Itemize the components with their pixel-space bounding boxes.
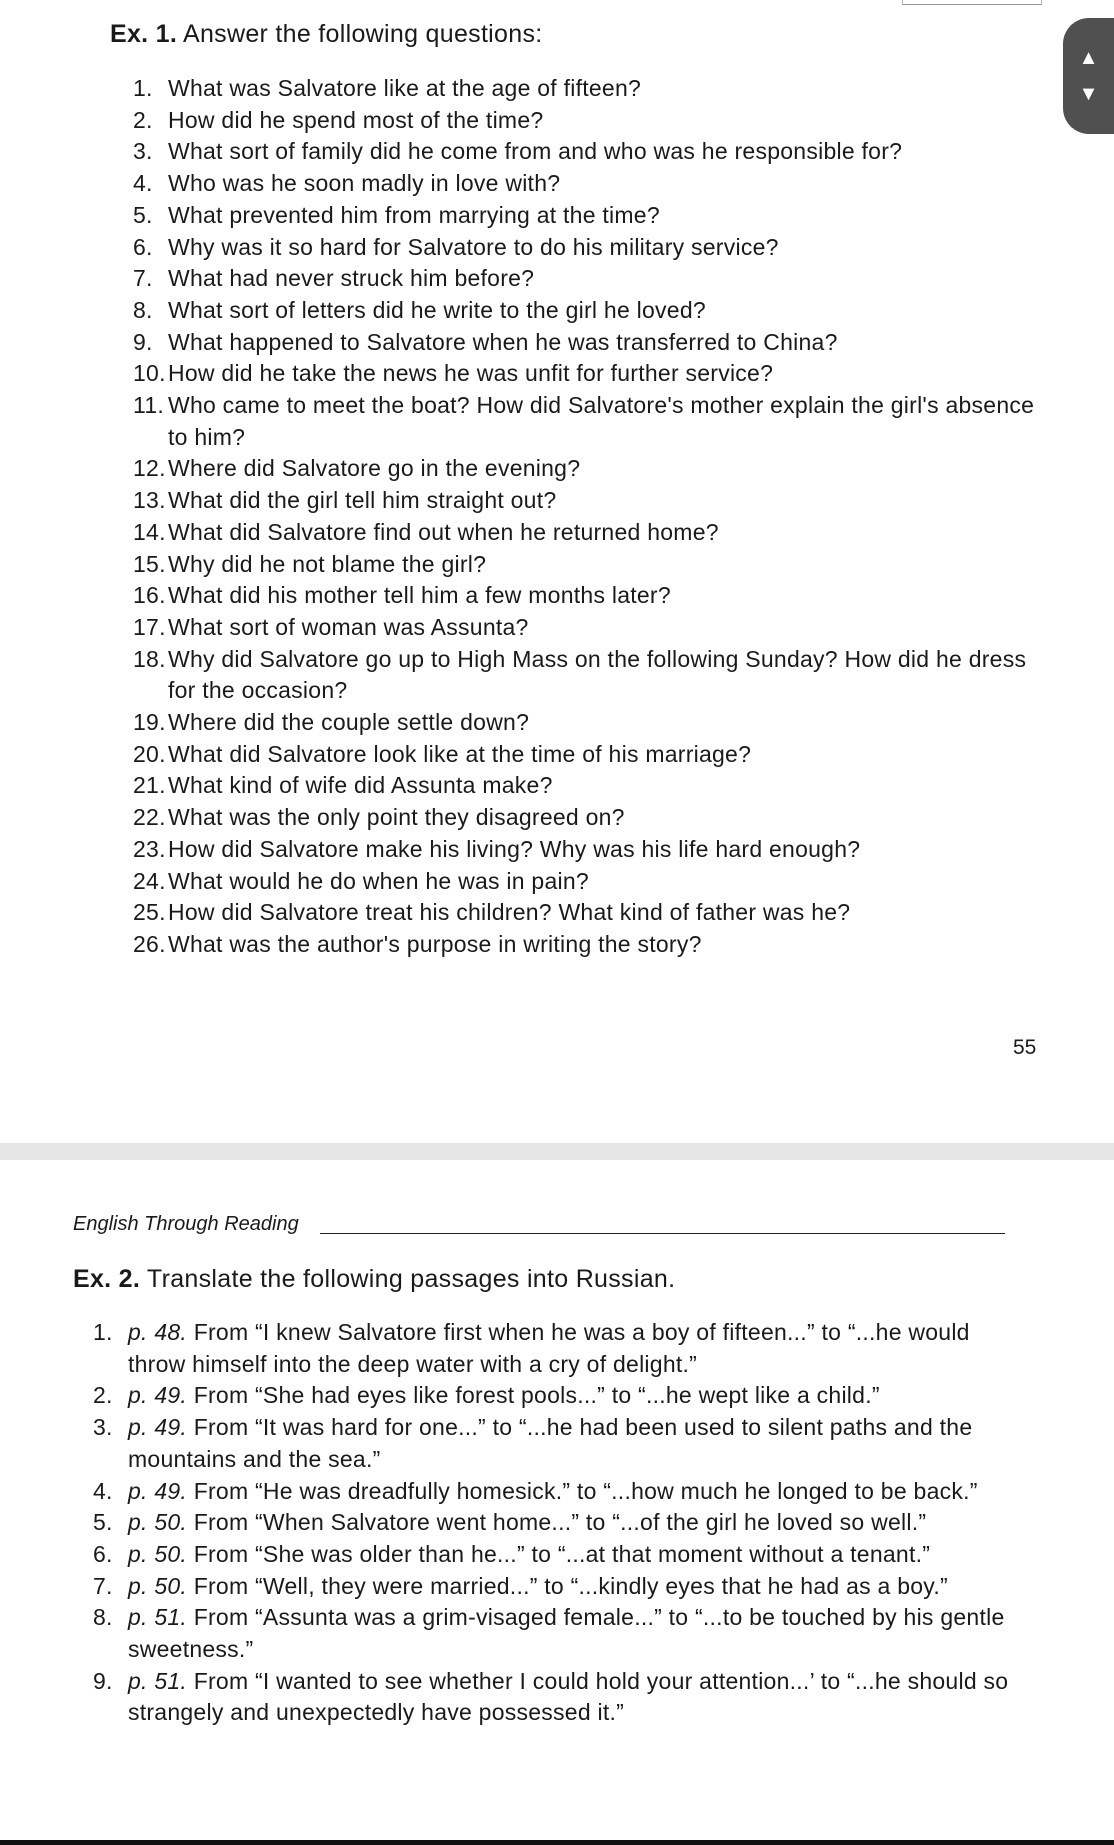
question-number: 5. — [133, 201, 153, 228]
exercise-2-heading — [73, 1265, 675, 1294]
page-number: 55 — [1013, 1036, 1037, 1059]
question-number: 7. — [133, 265, 153, 292]
question-number: 19. — [133, 709, 166, 736]
question-number: 9. — [133, 328, 153, 355]
question-item — [133, 707, 1053, 739]
translation-item — [93, 1507, 1013, 1539]
running-head: English Through Reading — [73, 1213, 299, 1235]
passage-range: From “She had eyes like forest pools...” to “...he wept like a child.” — [193, 1382, 880, 1409]
exercise-1-title: Answer the following questions: — [183, 20, 543, 48]
passage-range: From “I wanted to see whether I could hold your attention...’ to “...he should so strangely and unexpectedly have possessed it.” — [128, 1667, 1009, 1726]
question-number: 8. — [133, 296, 153, 323]
question-item — [133, 549, 1053, 581]
question-list — [133, 73, 1053, 961]
passage-range: From “He was dreadfully homesick.” to “...how much he longed to be back.” — [193, 1477, 978, 1504]
question-item — [133, 644, 1053, 707]
question-item — [133, 770, 1053, 802]
translation-item — [93, 1476, 1013, 1508]
page-reference: p. 49. — [128, 1477, 188, 1504]
question-number: 4. — [133, 170, 153, 197]
question-text: How did Salvatore treat his children? What kind of father was he? — [168, 899, 851, 926]
translation-number: 7. — [93, 1572, 113, 1599]
question-text: What sort of letters did he write to the girl he loved? — [168, 296, 706, 323]
question-text: How did he spend most of the time? — [168, 106, 544, 133]
question-number: 6. — [133, 233, 153, 260]
question-text: What did Salvatore look like at the time of his marriage? — [168, 740, 752, 767]
translation-number: 2. — [93, 1382, 113, 1409]
question-item — [133, 453, 1053, 485]
translation-item — [93, 1380, 1013, 1412]
passage-range: From “Well, they were married...” to “...kindly eyes that he had as a boy.” — [193, 1572, 948, 1599]
bottom-edge — [0, 1840, 1114, 1845]
question-item — [133, 73, 1053, 105]
question-item — [133, 295, 1053, 327]
question-text: What had never struck him before? — [168, 265, 535, 292]
arrow-up-icon[interactable]: ▲ — [1078, 47, 1099, 69]
exercise-1-heading — [110, 20, 543, 49]
translation-number: 5. — [93, 1509, 113, 1536]
question-number: 10. — [133, 360, 166, 387]
exercise-2-number: Ex. 2. — [73, 1265, 141, 1293]
question-item — [133, 929, 1053, 961]
translation-item — [93, 1666, 1013, 1729]
question-number: 16. — [133, 582, 166, 609]
question-number: 20. — [133, 740, 166, 767]
header-rule — [320, 1233, 1005, 1234]
question-item — [133, 136, 1053, 168]
question-number: 25. — [133, 899, 166, 926]
question-number: 1. — [133, 75, 153, 101]
question-item — [133, 358, 1053, 390]
translation-item — [93, 1602, 1013, 1665]
question-text: How did he take the news he was unfit for further service? — [168, 360, 774, 387]
question-item — [133, 802, 1053, 834]
translation-item — [93, 1571, 1013, 1603]
exercise-2-title: Translate the following passages into Russian. — [146, 1265, 676, 1293]
page-scroll-control[interactable] — [1063, 18, 1114, 134]
question-number: 2. — [133, 106, 153, 133]
question-item — [133, 105, 1053, 137]
translation-number: 8. — [93, 1604, 113, 1631]
question-text: Who was he soon madly in love with? — [168, 170, 561, 197]
question-item — [133, 390, 1053, 453]
question-text: Where did the couple settle down? — [168, 709, 530, 736]
question-item — [133, 327, 1053, 359]
translation-item — [93, 1412, 1013, 1475]
question-text: What did the girl tell him straight out? — [168, 487, 557, 514]
question-item — [133, 232, 1053, 264]
question-text: What happened to Salvatore when he was transferred to China? — [168, 328, 838, 355]
passage-range: From “She was older than he...” to “...at that moment without a tenant.” — [193, 1540, 931, 1567]
question-item — [133, 866, 1053, 898]
question-number: 24. — [133, 867, 166, 894]
question-text: What did his mother tell him a few months later? — [168, 582, 671, 609]
question-number: 15. — [133, 550, 166, 577]
question-item — [133, 200, 1053, 232]
question-text: Why was it so hard for Salvatore to do his military service? — [168, 233, 779, 260]
question-item — [133, 168, 1053, 200]
question-item — [133, 612, 1053, 644]
question-number: 3. — [133, 138, 153, 165]
question-text: What sort of family did he come from and who was he responsible for? — [168, 138, 903, 165]
page-reference: p. 51. — [128, 1604, 188, 1631]
translation-item — [93, 1317, 1013, 1380]
question-number: 23. — [133, 835, 166, 862]
question-item — [133, 263, 1053, 295]
question-text: What prevented him from marrying at the time? — [168, 201, 660, 228]
question-item — [133, 580, 1053, 612]
previous-page-edge — [902, 0, 1042, 5]
question-number: 26. — [133, 930, 166, 957]
translation-number: 6. — [93, 1540, 113, 1567]
question-number: 14. — [133, 518, 166, 545]
translation-number: 9. — [93, 1667, 113, 1694]
question-item — [133, 834, 1053, 866]
page-gap — [0, 1143, 1114, 1160]
question-text: What kind of wife did Assunta make? — [168, 772, 553, 799]
translation-list — [93, 1317, 1013, 1729]
passage-range: From “When Salvatore went home...” to “...of the girl he loved so well.” — [193, 1509, 927, 1536]
page-reference: p. 50. — [128, 1509, 188, 1536]
question-item — [133, 739, 1053, 771]
question-text: What did Salvatore find out when he returned home? — [168, 518, 719, 545]
page-56 — [0, 1160, 1114, 1845]
page-reference: p. 48. — [128, 1319, 188, 1345]
translation-number: 4. — [93, 1477, 113, 1504]
question-item — [133, 517, 1053, 549]
page-reference: p. 49. — [128, 1382, 188, 1409]
passage-range: From “It was hard for one...” to “...he had been used to silent paths and the mountains and the sea.” — [128, 1414, 973, 1472]
question-number: 17. — [133, 613, 166, 640]
question-text: How did Salvatore make his living? Why was his life hard enough? — [168, 835, 861, 862]
question-number: 22. — [133, 804, 166, 831]
passage-range: From “Assunta was a grim-visaged female...” to “...to be touched by his gentle sweetness.” — [128, 1604, 1005, 1663]
passage-range: From “I knew Salvatore first when he was a boy of fifteen...” to “...he would throw himself into the deep water with a cry of delight.” — [128, 1319, 970, 1377]
question-text: Why did he not blame the girl? — [168, 550, 487, 577]
question-text: Who came to meet the boat? How did Salvatore's mother explain the girl's absence to him? — [168, 392, 1035, 450]
page-reference: p. 49. — [128, 1414, 188, 1441]
page-reference: p. 50. — [128, 1540, 188, 1567]
translation-number: 3. — [93, 1414, 113, 1441]
question-text: What was Salvatore like at the age of fifteen? — [168, 75, 642, 101]
question-text: What was the only point they disagreed on? — [168, 804, 625, 831]
page-reference: p. 50. — [128, 1572, 188, 1599]
question-number: 11. — [133, 392, 165, 419]
question-text: Where did Salvatore go in the evening? — [168, 455, 581, 482]
page-reference: p. 51. — [128, 1667, 188, 1694]
question-number: 21. — [133, 772, 166, 799]
question-text: What sort of woman was Assunta? — [168, 613, 529, 640]
translation-number: 1. — [93, 1319, 113, 1345]
translation-item — [93, 1539, 1013, 1571]
arrow-down-icon[interactable]: ▼ — [1078, 83, 1099, 105]
question-number: 13. — [133, 487, 166, 514]
question-number: 12. — [133, 455, 166, 482]
question-number: 18. — [133, 645, 166, 672]
exercise-1-number: Ex. 1. — [110, 20, 178, 48]
question-item — [133, 485, 1053, 517]
question-text: Why did Salvatore go up to High Mass on the following Sunday? How did he dress for the occasion? — [168, 645, 1027, 704]
question-text: What was the author's purpose in writing the story? — [168, 930, 702, 957]
question-text: What would he do when he was in pain? — [168, 867, 589, 894]
question-item — [133, 897, 1053, 929]
